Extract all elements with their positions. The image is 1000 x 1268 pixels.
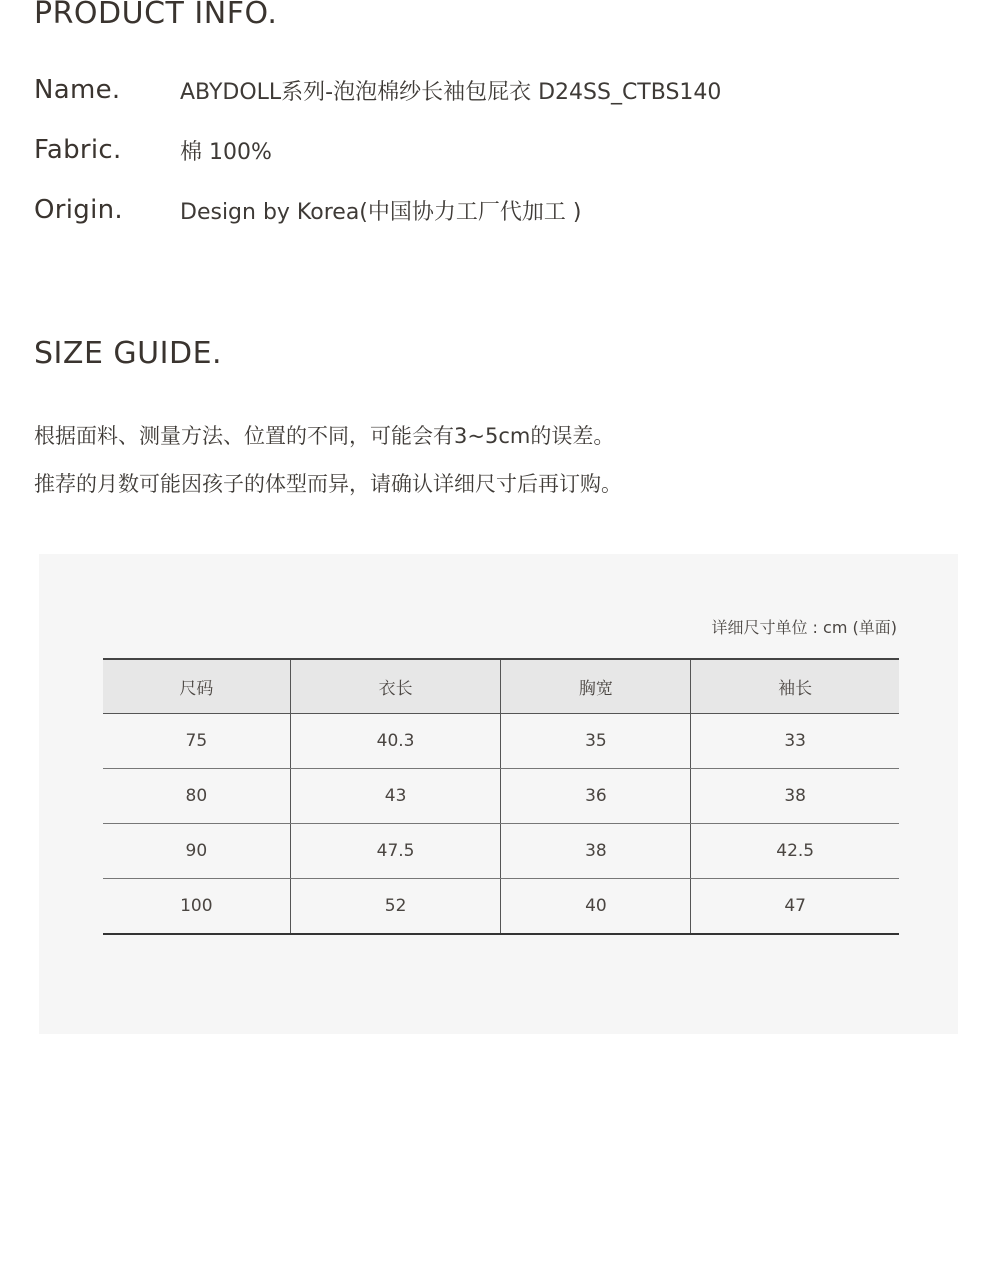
info-value-name: ABYDOLL系列-泡泡棉纱长袖包屁衣 D24SS_CTBS140 xyxy=(180,79,722,105)
info-row-name xyxy=(34,72,721,108)
size-note-tolerance: 根据面料、测量方法、位置的不同，可能会有3~5cm的误差。 xyxy=(34,424,615,448)
size-table-header-row xyxy=(103,659,899,714)
cell-size: 75 xyxy=(103,714,290,769)
cell-size: 80 xyxy=(103,769,290,824)
table-row xyxy=(103,879,899,935)
cell-sleeve: 33 xyxy=(691,714,899,769)
header-size: 尺码 xyxy=(103,659,290,714)
cell-size: 100 xyxy=(103,879,290,935)
info-label-name: Name. xyxy=(34,75,121,105)
info-row-fabric xyxy=(34,132,272,168)
cell-sleeve: 47 xyxy=(691,879,899,935)
info-label-fabric: Fabric. xyxy=(34,135,122,165)
size-table xyxy=(103,658,899,935)
size-guide-title: SIZE GUIDE. xyxy=(34,336,223,371)
size-guide-panel xyxy=(39,554,958,1034)
cell-length: 43 xyxy=(290,769,501,824)
cell-chest: 40 xyxy=(501,879,691,935)
header-chest: 胸宽 xyxy=(501,659,691,714)
header-length: 衣长 xyxy=(290,659,501,714)
product-info-title: PRODUCT INFO. xyxy=(34,0,278,31)
info-label-origin: Origin. xyxy=(34,195,123,225)
cell-chest: 36 xyxy=(501,769,691,824)
cell-chest: 35 xyxy=(501,714,691,769)
cell-sleeve: 38 xyxy=(691,769,899,824)
info-row-origin xyxy=(34,192,581,228)
cell-size: 90 xyxy=(103,824,290,879)
info-value-fabric: 棉 100% xyxy=(180,139,272,165)
cell-length: 40.3 xyxy=(290,714,501,769)
unit-note: 详细尺寸单位 : cm (单面) xyxy=(711,618,897,637)
cell-length: 52 xyxy=(290,879,501,935)
table-row xyxy=(103,714,899,769)
cell-length: 47.5 xyxy=(290,824,501,879)
header-sleeve: 袖长 xyxy=(691,659,899,714)
cell-sleeve: 42.5 xyxy=(691,824,899,879)
size-note-recommendation: 推荐的月数可能因孩子的体型而异，请确认详细尺寸后再订购。 xyxy=(34,472,622,496)
cell-chest: 38 xyxy=(501,824,691,879)
info-value-origin: Design by Korea(中国协力工厂代加工 ) xyxy=(180,199,582,225)
table-row xyxy=(103,769,899,824)
table-row xyxy=(103,824,899,879)
